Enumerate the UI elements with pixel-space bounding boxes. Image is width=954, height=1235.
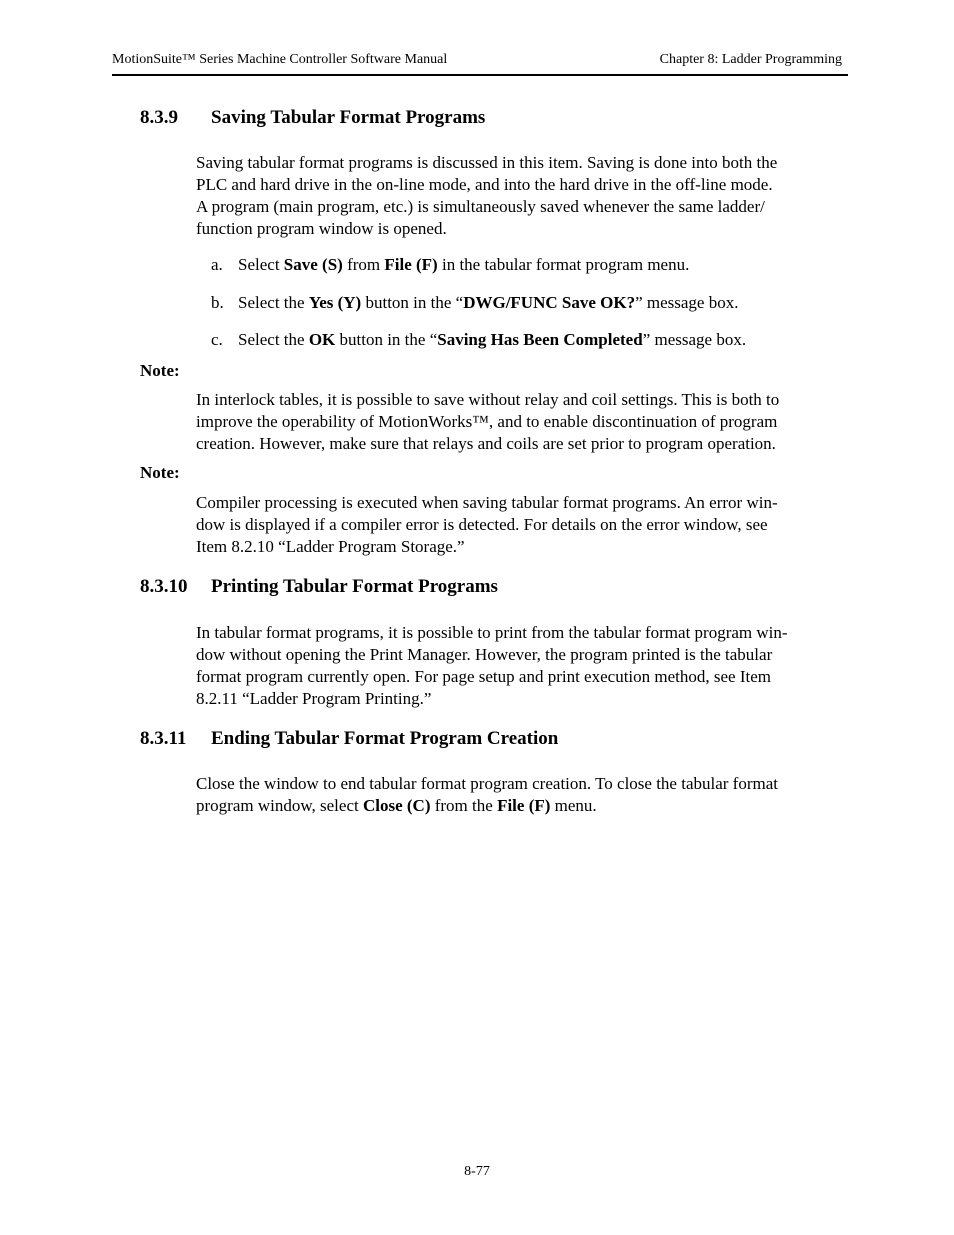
step-text: Select the (238, 330, 309, 349)
text-line: Close the window to end tabular format program creation. To close the tabular format (196, 774, 778, 793)
step-label: b. (211, 293, 224, 312)
note-label: Note: (140, 361, 180, 380)
step-label: a. (211, 255, 223, 274)
saving-intro-paragraph (196, 152, 846, 240)
section-title: Printing Tabular Format Programs (211, 576, 498, 597)
menu-name: File (F) (497, 796, 551, 815)
text-line: Item 8.2.10 “Ladder Program Storage.” (196, 537, 465, 556)
step-text: button in the “ (361, 293, 464, 312)
step-text: in the tabular format program menu. (437, 255, 690, 274)
step-text: Select (238, 255, 284, 274)
note-compiler-paragraph (196, 492, 846, 558)
message-box-name: Saving Has Been Completed (437, 330, 643, 349)
section-heading-8-3-11 (140, 728, 558, 750)
button-name: OK (308, 330, 336, 349)
menu-name: File (F) (384, 255, 438, 274)
text-line: In interlock tables, it is possible to save without relay and coil settings. This is both to (196, 390, 780, 409)
menu-command: Close (C) (362, 796, 431, 815)
step-text: Select the (238, 293, 309, 312)
text-line: A program (main program, etc.) is simultaneously saved whenever the same ladder/ (196, 197, 765, 216)
step-a (211, 255, 689, 275)
text-line: format program currently open. For page setup and print execution method, see Item (196, 667, 771, 686)
text-line (196, 795, 846, 817)
section-heading-8-3-10 (140, 576, 498, 598)
manual-title: MotionSuite™ Series Machine Controller Software Manual (112, 52, 448, 67)
text-line: In tabular format programs, it is possible to print from the tabular format program win- (196, 623, 788, 642)
section-title: Ending Tabular Format Program Creation (211, 728, 559, 749)
step-text: from (342, 255, 385, 274)
page-number: 8-77 (464, 1164, 490, 1179)
note-interlock-paragraph (196, 389, 846, 455)
button-name: Yes (Y) (308, 293, 362, 312)
inline-text: program window, select (196, 796, 363, 815)
chapter-title: Chapter 8: Ladder Programming (659, 52, 842, 67)
step-b (211, 293, 738, 313)
ending-paragraph (196, 773, 846, 817)
menu-command: Save (S) (283, 255, 343, 274)
section-number: 8.3.9 (140, 107, 178, 128)
text-line: 8.2.11 “Ladder Program Printing.” (196, 689, 432, 708)
text-line: creation. However, make sure that relays and coils are set prior to program operation. (196, 434, 776, 453)
step-text: ” message box. (642, 330, 747, 349)
text-line: dow is displayed if a compiler error is detected. For details on the error window, see (196, 515, 768, 534)
text-line: Saving tabular format programs is discussed in this item. Saving is done into both the (196, 153, 778, 172)
text-line: Compiler processing is executed when saving tabular format programs. An error win- (196, 493, 778, 512)
text-line: PLC and hard drive in the on-line mode, and into the hard drive in the off-line mode. (196, 175, 773, 194)
inline-text: from the (430, 796, 498, 815)
message-box-name: DWG/FUNC Save OK? (463, 293, 636, 312)
printing-paragraph (196, 622, 846, 710)
text-line: dow without opening the Print Manager. However, the program printed is the tabular (196, 645, 773, 664)
step-c (211, 330, 746, 350)
inline-text: menu. (550, 796, 597, 815)
step-text: button in the “ (335, 330, 438, 349)
text-line: improve the operability of MotionWorks™, and to enable discontinuation of program (196, 412, 778, 431)
note-label: Note: (140, 463, 180, 482)
step-label: c. (211, 330, 223, 349)
section-number: 8.3.11 (140, 728, 187, 749)
running-header (112, 52, 848, 76)
section-number: 8.3.10 (140, 576, 188, 597)
text-line: function program window is opened. (196, 219, 447, 238)
section-title: Saving Tabular Format Programs (211, 107, 486, 128)
step-text: ” message box. (635, 293, 739, 312)
section-heading-8-3-9 (140, 107, 485, 129)
